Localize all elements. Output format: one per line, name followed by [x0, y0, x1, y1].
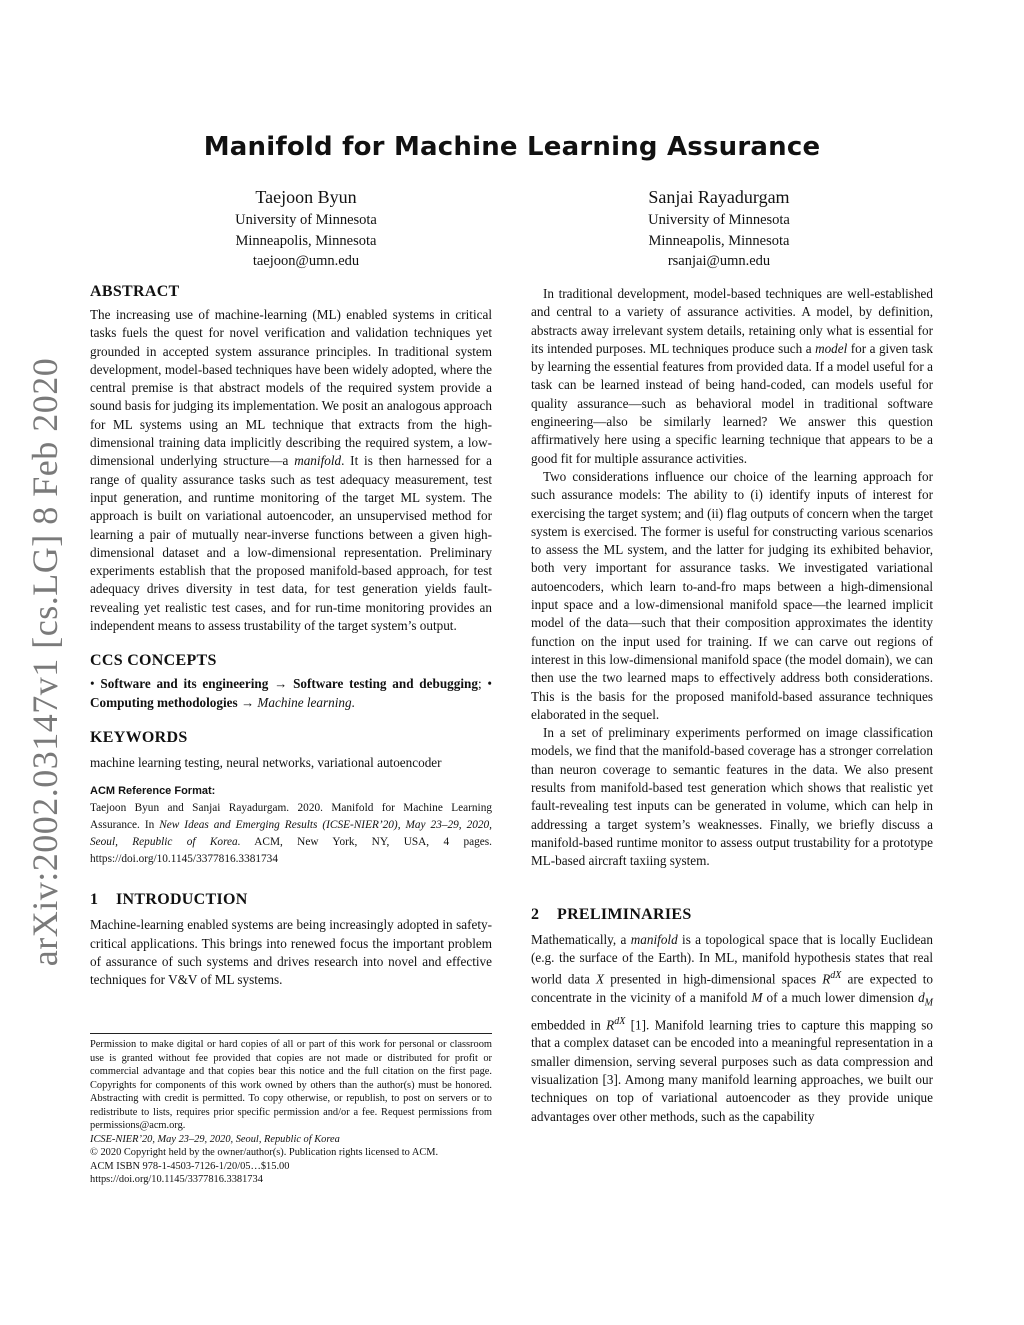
keywords-text: machine learning testing, neural networks, variational autoencoder — [90, 754, 442, 770]
ccs-concept: Machine learning — [257, 694, 352, 710]
math-symbol: R — [606, 1017, 615, 1033]
author-email: taejoon@umn.edu — [252, 253, 360, 269]
acm-ref-part: Taejoon Byun and Sanjai Rayadurgam. 2020. Manifold for Machine Learning Assurance. In — [90, 802, 492, 832]
author-email: rsanjai@umn.edu — [667, 253, 771, 269]
ccs-concept: Software testing and debugging — [293, 676, 478, 692]
abstract-body — [90, 306, 492, 635]
section-2-heading — [531, 905, 933, 925]
paragraph-emphasis: model — [815, 340, 848, 356]
keywords-heading: KEYWORDS — [90, 728, 188, 746]
math-symbol: X — [596, 971, 605, 987]
paper-title: Manifold for Machine Learning Assurance — [203, 132, 821, 162]
acm-ref-text — [90, 800, 492, 868]
author-location: Minneapolis, Minnesota — [648, 232, 790, 249]
author-name: Sanjai Rayadurgam — [648, 187, 790, 207]
doi-line: https://doi.org/10.1145/3377816.3381734 — [90, 1174, 263, 1185]
intro-paragraph: Two considerations influence our choice of the learning approach for such assurance models: The ability to (i) identify inputs of interest for exercising the target system; and (ii) flag outputs of concern when the target system is exercised. The former is useful for constructing various scenarios to assess the ML system, and the latter for judging its exhibited behavior, both very important for assurance tasks. We investigated variational autoencoders, which learn to-and-fro maps between a high-dimensional input space and a low-dimensional manifold space—the learned implicit model of the data—such that their composition approximates the identity function on the input used for training. If we can carve out regions of interest in this low-dimensional manifold space (the model domain), we can then use the two learned maps to effectively address both considerations. This is the basis for the proposed manifold-based assurance techniques elaborated in the sequel. — [531, 468, 933, 722]
paragraph-text: is a topological space that is locally Euclidean (e.g. the surface of the Earth). In ML, manifold hypothesis states that real world data — [531, 931, 933, 987]
author-affiliation: University of Minnesota — [648, 212, 790, 228]
right-column — [531, 285, 933, 1126]
arxiv-id-text: arXiv:2002.03147v1 [cs.LG] 8 Feb 2020 — [25, 357, 65, 967]
ccs-bullet: • — [90, 676, 95, 692]
paragraph-text: presented in high-dimensional spaces — [604, 971, 823, 987]
venue-line: ICSE-NIER’20, May 23–29, 2020, Seoul, Republic of Korea — [90, 1133, 340, 1145]
arxiv-side-label — [20, 357, 70, 967]
paragraph-emphasis: manifold — [630, 931, 678, 947]
section-1-heading — [90, 890, 492, 910]
acm-ref-heading: ACM Reference Format: — [90, 785, 216, 798]
section-number: 1 — [90, 891, 99, 909]
ccs-separator: ; — [477, 676, 482, 692]
section-title: INTRODUCTION — [116, 891, 248, 909]
math-superscript: dX — [830, 970, 842, 982]
abstract-emphasis: manifold — [294, 453, 342, 469]
ccs-concepts — [90, 675, 492, 712]
ccs-heading: CCS CONCEPTS — [90, 652, 217, 670]
footnote-rule — [90, 1033, 492, 1034]
section-number: 2 — [531, 905, 540, 923]
author-affiliation: University of Minnesota — [235, 212, 377, 228]
paragraph-text: of a much lower dimension — [762, 989, 919, 1005]
abstract-text: The increasing use of machine-learning (ML) enabled systems in critical tasks fuels the quest for novel verification and validation techniques yet grounded in accepted system assurance principles. In traditional system development, model-based techniques have been widely adopted, where the central premise is that abstract models of the required system provide a sound basis for judging its implementation. We posit an analogous approach for ML systems using an ML technique that extracts from the high-dimensional training data implicitly describing the required system, a low-dimensional underlying structure—a — [90, 307, 492, 469]
paragraph-text: are expected to concentrate in the vicinity of a manifold — [531, 971, 933, 1005]
abstract-text: . It is then harnessed for a range of quality assurance tasks such as test adequacy measurement, test input generation, and runtime monitoring of the target ML system. The approach is built on variational autoencoder, an unsupervised method for learning a pair of mutually near-inverse functions between a given high-dimensional dataset and a low-dimensional representation. Preliminary experiments establish that the proposed manifold-based approach, for test adequacy drives diversity in test data, for test generation yields fault-revealing yet realistic test cases, and for run-time monitoring provides an independent means to assess trustability of the target system’s output. — [90, 453, 492, 634]
paragraph-text: In traditional development, model-based techniques are well-established and central to a variety of assurance activities. A model, by definition, abstracts away irrelevant system details, retaining only what is essential for its intended purposes. ML techniques produce such a — [531, 286, 933, 356]
math-symbol: R — [822, 971, 831, 987]
paragraph-text: [1]. Manifold learning tries to capture this mapping so that a complex dataset can be encoded into a meaningful representation in a smaller dimension, serving several purposes such as data compression and visualization [3]. Among many manifold learning approaches, we built our techniques on top of variational autoencoder as they provide unique advantages over other methods, such as the capability — [531, 1017, 934, 1124]
author-block-2 — [569, 184, 869, 272]
math-symbol: d — [918, 989, 925, 1005]
ccs-arrow: → — [274, 676, 288, 692]
math-superscript: dX — [614, 1015, 626, 1027]
footnote — [90, 1038, 492, 1187]
intro-paragraph — [531, 285, 933, 468]
prelim-paragraph — [531, 931, 933, 1126]
ccs-end: . — [351, 694, 355, 710]
paragraph-text: Mathematically, a — [531, 931, 631, 947]
permission-notice: Permission to make digital or hard copies of all or part of this work for personal or classroom use is granted without fee provided that copies are not made or distributed for profit or commercial advantage and that copies bear this notice and the full citation on the first page. Copyrights for components of this work owned by others than the author(s) must be honored. Abstracting with credit is permitted. To copy otherwise, or republish, to post on servers or to redistribute to lists, requires prior specific permission and/or a fee. Request permissions from permissions@acm.org. — [90, 1039, 492, 1131]
intro-paragraph: Machine-learning enabled systems are being increasingly adopted in safety-critical applications. This brings into renewed focus the important problem of assurance of such systems and drives research into novel and effective techniques for V&V of ML systems. — [90, 917, 492, 988]
author-location: Minneapolis, Minnesota — [235, 232, 377, 249]
ccs-concept: Computing methodologies — [90, 694, 238, 710]
ccs-concept: Software and its engineering — [100, 676, 269, 692]
author-name: Taejoon Byun — [255, 187, 357, 207]
section-title: PRELIMINARIES — [557, 905, 692, 923]
math-symbol: M — [751, 989, 763, 1005]
ccs-arrow: → — [240, 694, 255, 710]
paragraph-text: embedded in — [531, 1017, 607, 1033]
acm-ref-venue: New Ideas and Emerging Results (ICSE-NIER’20), May 23–29, 2020, Seoul, Republic of Korea. — [90, 819, 493, 849]
paragraph-text: for a given task by learning the essential features from provided data. If a model useful for a task can be learned instead of being hand-coded, can models useful for quality assurance—such as behavioral model in traditional software engineering—also be similarly learned? We answer this question affirmatively here using a specific learning technique that appears to be a good fit for multiple assurance activities. — [531, 340, 933, 466]
abstract-heading: ABSTRACT — [90, 283, 180, 300]
left-column — [90, 282, 492, 989]
isbn-line: ACM ISBN 978-1-4503-7126-1/20/05…$15.00 — [90, 1160, 290, 1172]
ccs-bullet: • — [487, 676, 493, 692]
math-subscript: M — [924, 997, 933, 1009]
author-block-1 — [156, 184, 456, 272]
acm-ref-part: ACM, New York, NY, USA, 4 pages. https://doi.org/10.1145/3377816.3381734 — [90, 836, 492, 866]
copyright-line: © 2020 Copyright held by the owner/author(s). Publication rights licensed to ACM. — [90, 1147, 439, 1158]
intro-paragraph: In a set of preliminary experiments performed on image classification models, we find that the manifold-based coverage has a stronger correlation than neuron coverage to semantic features in the data. We also present results from manifold-based test generation which shows that realistic yet fault-revealing test inputs can be generated in volume, which can help in addressing a target system’s weaknesses. Finally, we briefly discuss a manifold-based runtime monitor to assess output trustability for a prototype ML-based aircraft taxiing system. — [531, 725, 933, 869]
